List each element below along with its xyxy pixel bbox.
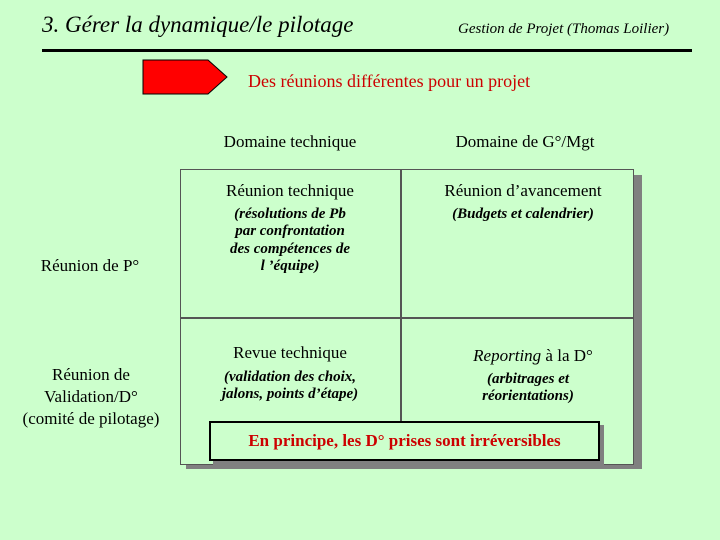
row-header-project-meeting: Réunion de P° — [40, 256, 140, 275]
arrow-right-icon — [142, 59, 228, 95]
cell-reporting-title: Reporting à la D° — [473, 346, 593, 365]
subtitle: Des réunions différentes pour un projet — [248, 71, 531, 91]
principle-text: En principe, les D° prises sont irréversibles — [248, 431, 561, 450]
cell-technical-review-title: Revue technique — [233, 343, 347, 362]
cell-technical-meeting-desc: (résolutions de Pb par confrontation des compétences de l ’équipe) — [230, 206, 350, 274]
title-divider — [42, 49, 692, 52]
row-header-steering-committee: Réunion de Validation/D° (comité de pilotage) — [22, 365, 160, 429]
column-header-technical: Domaine technique — [223, 132, 357, 151]
principle-callout — [209, 421, 600, 461]
cell-progress-meeting-title: Réunion d’avancement — [444, 181, 602, 200]
cell-technical-meeting-title: Réunion technique — [226, 181, 354, 200]
cell-progress-meeting-desc: (Budgets et calendrier) — [452, 206, 594, 222]
cell-technical-review-desc: (validation des choix, jalons, points d’étape) — [221, 369, 359, 403]
cell-reporting-desc: (arbitrages et réorientations) — [482, 371, 574, 405]
slide-title: 3. Gérer la dynamique/le pilotage — [42, 12, 354, 37]
course-header: Gestion de Projet (Thomas Loilier) — [458, 21, 670, 37]
column-header-management: Domaine de G°/Mgt — [455, 132, 595, 151]
matrix-divider-horizontal — [180, 317, 634, 319]
